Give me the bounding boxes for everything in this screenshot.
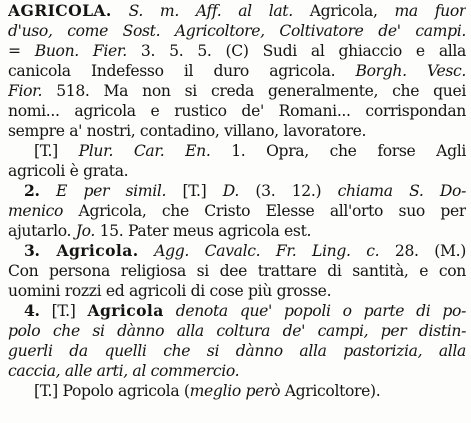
tommaseo-mark: [T.]	[34, 142, 79, 160]
text-run-italic: caccia, alle arti, al commercio.	[8, 362, 240, 380]
entry-line-1	[8, 1, 466, 21]
entry-line-2	[8, 21, 466, 41]
text-run: 28. (M.)	[379, 242, 466, 260]
sense-number: 4.	[24, 301, 40, 320]
citation-source: D.	[222, 182, 239, 200]
entry-line-17	[8, 321, 466, 341]
citation-source: Borgh. Vesc.	[335, 62, 466, 80]
text-run: 15. Pater meus agricola est.	[95, 222, 312, 240]
text-run: sempre a' nostri, contadino, villano, lavoratore.	[8, 122, 367, 140]
text-run: uomini rozzi ed agricoli di cose più grosse.	[8, 282, 332, 300]
headword: Agricola	[87, 301, 164, 320]
citation-source: = Buon. Fier.	[8, 42, 127, 60]
entry-line-10	[24, 181, 466, 201]
text-run-italic: E per simil.	[39, 182, 167, 200]
entry-line-7	[8, 121, 466, 141]
citation-source: Plur. Car. En.	[78, 142, 211, 160]
text-run: Agricoltore).	[280, 382, 381, 400]
entry-line-20	[34, 381, 466, 401]
headword: Agricola.	[39, 241, 139, 260]
text-run-italic: denota que' popoli o parte di po-	[163, 302, 466, 320]
text-run-italic: chiama S. Do-	[337, 182, 466, 200]
entry-line-18	[8, 341, 466, 361]
text-run: agricoli è grata.	[8, 162, 129, 180]
entry-line-9	[8, 161, 466, 181]
citation-source: Agg. Cavalc. Fr. Ling. c.	[138, 242, 380, 260]
entry-line-8	[34, 141, 466, 161]
text-run-italic: polo che si dànno alla coltura de' campi, per distin-	[8, 322, 466, 340]
entry-line-16	[24, 301, 466, 321]
entry-line-12	[8, 221, 466, 241]
text-run: 1. Opra, che forse Agli	[210, 142, 466, 160]
text-run: 3. 5. 5. (C) Sudi al ghiaccio e alla	[126, 42, 466, 60]
entry-line-15	[8, 281, 466, 301]
text-run-italic: menico	[8, 202, 64, 220]
entry-line-6	[8, 101, 466, 121]
text-run: ajutarlo.	[8, 222, 72, 240]
text-run: (3. 12.)	[238, 182, 338, 200]
entry-line-19	[8, 361, 466, 381]
entry-line-4	[8, 61, 466, 81]
grammar-note: S. m. Aff. al lat.	[111, 2, 293, 20]
tommaseo-mark: [T.]	[166, 182, 223, 200]
tommaseo-mark: [T.] Popolo agricola (	[34, 382, 190, 400]
text-run-italic: guerli da quelli che si dànno alla pastorizia, alla	[8, 342, 466, 360]
text-run-italic: meglio però	[189, 382, 281, 400]
sense-number: 2.	[24, 181, 40, 200]
text-run: Agricola,	[292, 2, 378, 20]
text-run-italic: d'uso, come Sost. Agricoltore, Coltivatore de' campi.	[8, 22, 466, 40]
text-run: Con persona religiosa si dee trattare di santità, e con	[8, 262, 466, 280]
citation-source: Fior.	[8, 82, 43, 100]
entry-line-13	[24, 241, 466, 261]
text-run: Agricola, che Cristo Elesse all'orto suo per	[63, 202, 466, 220]
text-run: canicola Indefesso il duro agricola.	[8, 62, 336, 80]
sense-number: 3.	[24, 241, 40, 260]
entry-line-14	[8, 261, 466, 281]
entry-line-3	[8, 41, 466, 61]
entry-line-11	[8, 201, 466, 221]
tommaseo-mark: [T.]	[39, 302, 88, 320]
text-run: nomi... agricola e rustico de' Romani... corrispondan	[8, 102, 466, 120]
text-run-italic: ma fuor	[377, 2, 466, 20]
citation-source: Jo.	[71, 222, 95, 240]
headword: AGRICOLA.	[8, 1, 112, 20]
text-run: 518. Ma non si creda generalmente, che quei	[42, 82, 466, 100]
entry-line-5	[8, 81, 466, 101]
